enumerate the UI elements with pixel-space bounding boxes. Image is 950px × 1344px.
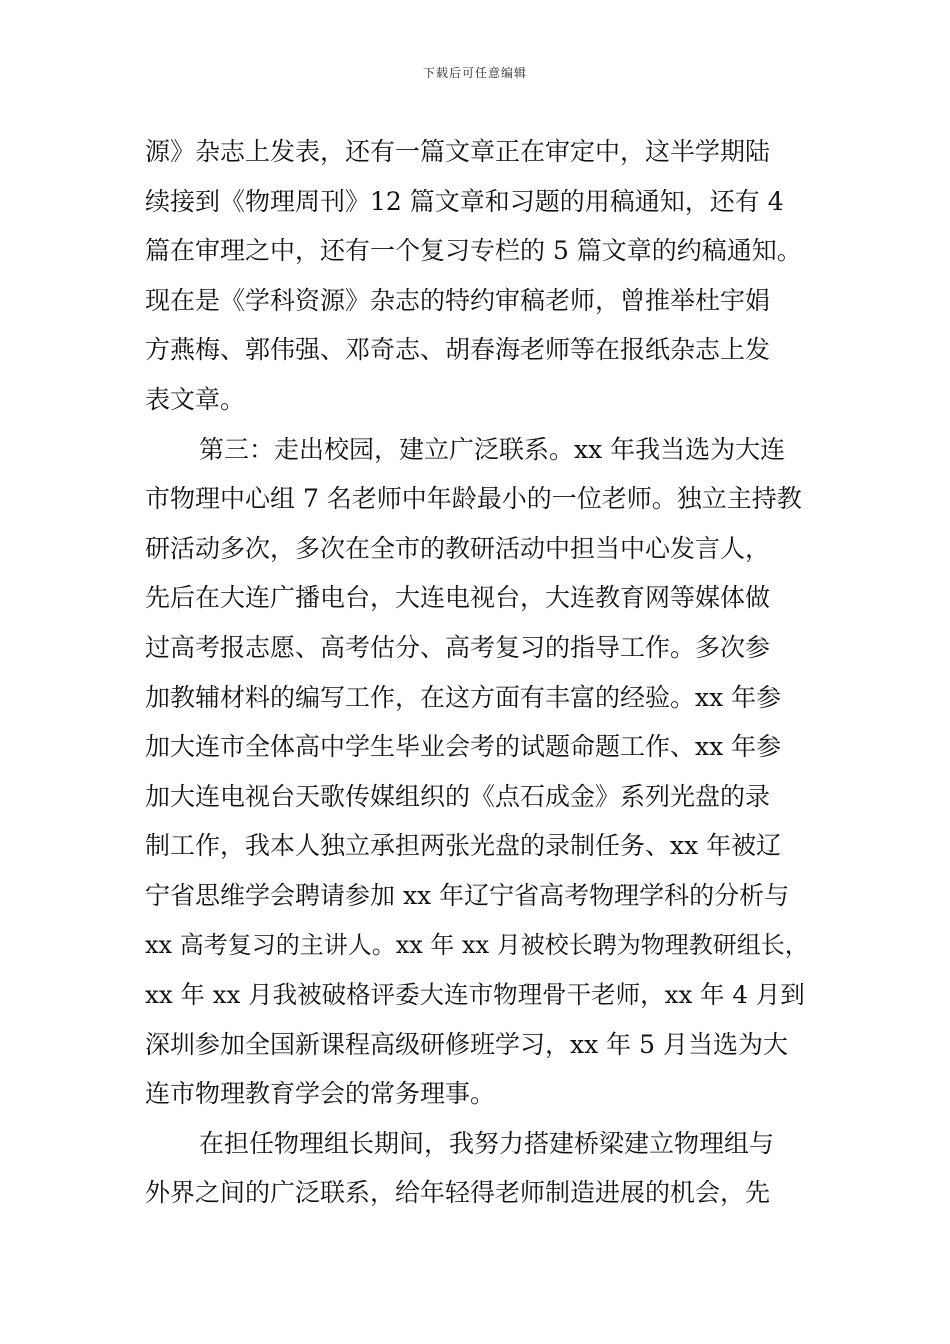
text-line: 过高考报志愿、高考估分、高考复习的指导工作。多次参 [145, 632, 771, 662]
text-line: 先后在大连广播电台，大连电视台，大连教育网等媒体做 [145, 583, 771, 613]
text-line: 加大连电视台天歌传媒组织的《点石成金》系列光盘的录 [145, 781, 771, 811]
text-line: 表文章。 [145, 384, 246, 414]
text-line: 加教辅材料的编写工作，在这方面有丰富的经验。xx 年参 [145, 682, 782, 712]
paragraph-first-line: 第三：走出校园，建立广泛联系。xx 年我当选为大连 [199, 434, 786, 464]
text-line: 篇在审理之中，还有一个复习专栏的 5 篇文章的约稿通知。 [145, 236, 802, 266]
text-line: 加大连市全体高中学生毕业会考的试题命题工作、xx 年参 [145, 732, 782, 762]
text-line: 研活动多次，多次在全市的教研活动中担当中心发言人， [145, 533, 771, 563]
text-line: 源》杂志上发表，还有一篇文章正在审定中，这半学期陆 [145, 137, 771, 166]
text-line: 深圳参加全国新课程高级研修班学习，xx 年 5 月当选为大 [145, 1029, 788, 1059]
text-line: 市物理中心组 7 名老师中年龄最小的一位老师。独立主持教 [145, 484, 802, 514]
text-line: 续接到《物理周刊》12 篇文章和习题的用稿通知，还有 4 [145, 186, 784, 216]
text-line: 制工作，我本人独立承担两张光盘的录制任务、xx 年被辽 [145, 831, 782, 861]
text-line: xx 年 xx 月我被破格评委大连市物理骨干老师，xx 年 4 月到 [145, 980, 805, 1010]
paragraph-first-line: 在担任物理组长期间，我努力搭建桥梁建立物理组与 [199, 1128, 775, 1158]
text-line: 方燕梅、郭伟强、邓奇志、胡春海老师等在报纸杂志上发 [145, 335, 771, 365]
text-line: 外界之间的广泛联系，给年轻得老师制造进展的机会，先 [145, 1178, 771, 1208]
document-body [145, 127, 817, 1218]
text-line: 连市物理教育学会的常务理事。 [145, 1079, 496, 1109]
text-line: 宁省思维学会聘请参加 xx 年辽宁省高考物理学科的分析与 [145, 880, 790, 910]
page-header-note: 下载后可任意编辑 [422, 66, 527, 80]
text-line: xx 高考复习的主讲人。xx 年 xx 月被校长聘为物理教研组长， [145, 930, 809, 959]
text-line: 现在是《学科资源》杂志的特约审稿老师，曾推举杜宇娟 [145, 285, 771, 315]
